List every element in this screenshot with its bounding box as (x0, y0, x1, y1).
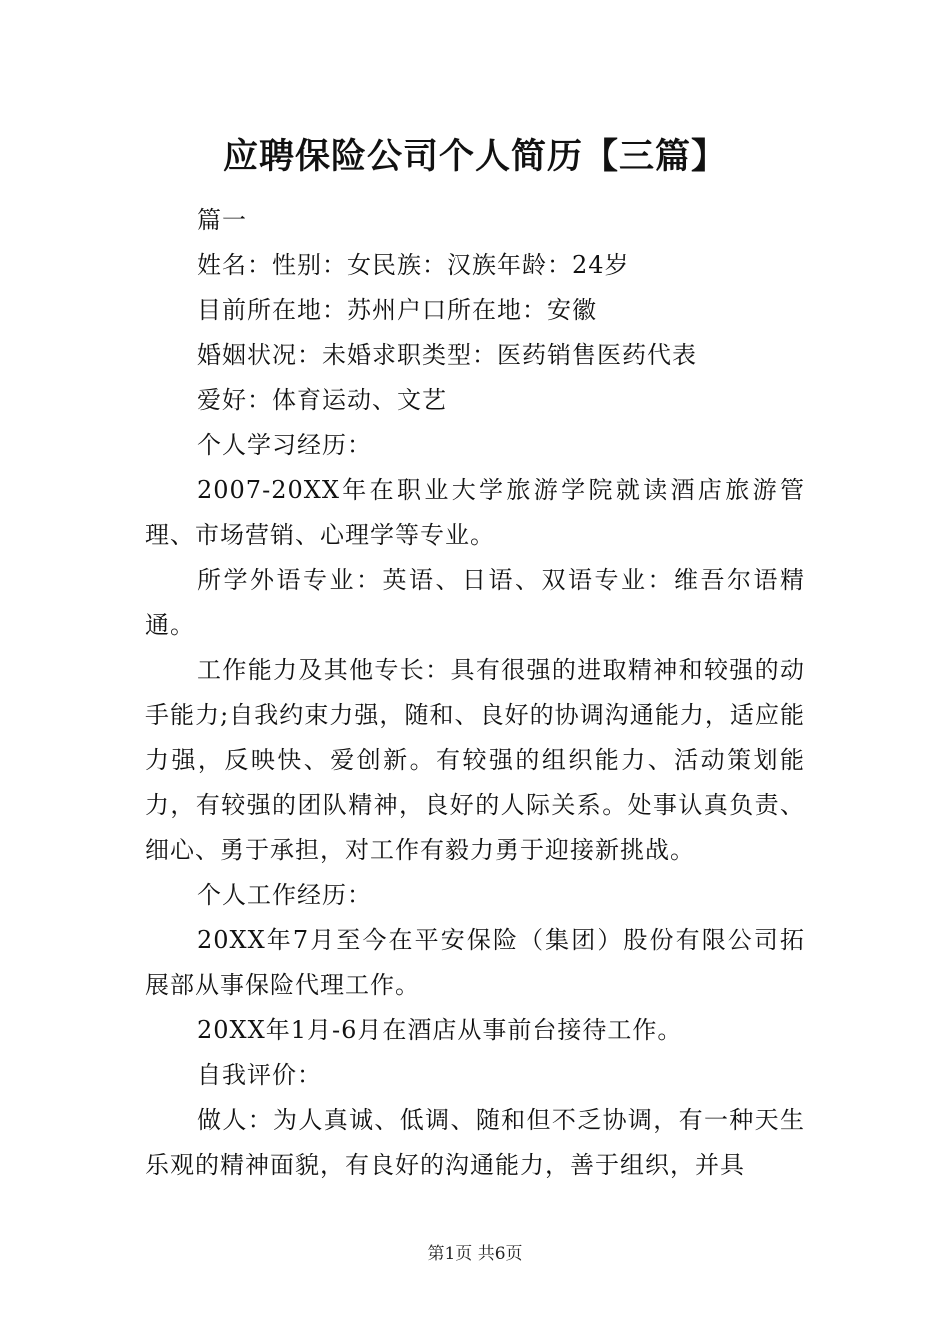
section-heading: 篇一 (197, 206, 247, 234)
page-footer: 第1页 共6页 (427, 1244, 523, 1264)
education-heading: 个人学习经历： (197, 431, 372, 459)
work-paragraph-1: 20XX年7月至今在平安保险（集团）股份有限公司拓展部从事保险代理工作。 (145, 926, 805, 999)
work-paragraph-2: 20XX年1月-6月在酒店从事前台接待工作。 (197, 1016, 683, 1044)
document-title: 应聘保险公司个人简历【三篇】 (222, 136, 727, 177)
languages-paragraph: 所学外语专业：英语、日语、双语专业：维吾尔语精通。 (145, 566, 805, 639)
hobbies-line: 爱好：体育运动、文艺 (197, 386, 447, 414)
education-paragraph: 2007-20XX年在职业大学旅游学院就读酒店旅游管理、市场营销、心理学等专业。 (145, 476, 805, 549)
location-line: 目前所在地：苏州户口所在地：安徽 (197, 296, 597, 324)
personal-info-line: 姓名：性别：女民族：汉族年龄：24岁 (197, 251, 630, 279)
self-evaluation-heading: 自我评价： (197, 1061, 322, 1089)
self-evaluation-paragraph: 做人：为人真诚、低调、随和但不乏协调，有一种天生乐观的精神面貌，有良好的沟通能力，善于组织，并具 (145, 1106, 805, 1179)
document-body (145, 198, 805, 1188)
skills-paragraph: 工作能力及其他专长：具有很强的进取精神和较强的动手能力;自我约束力强，随和、良好的协调沟通能力，适应能力强，反映快、爱创新。有较强的组织能力、活动策划能力，有较强的团队精神，良好的人际关系。处事认真负责、细心、勇于承担，对工作有毅力勇于迎接新挑战。 (145, 656, 805, 864)
marital-job-line: 婚姻状况：未婚求职类型：医药销售医药代表 (197, 341, 697, 369)
work-heading: 个人工作经历： (197, 881, 372, 909)
